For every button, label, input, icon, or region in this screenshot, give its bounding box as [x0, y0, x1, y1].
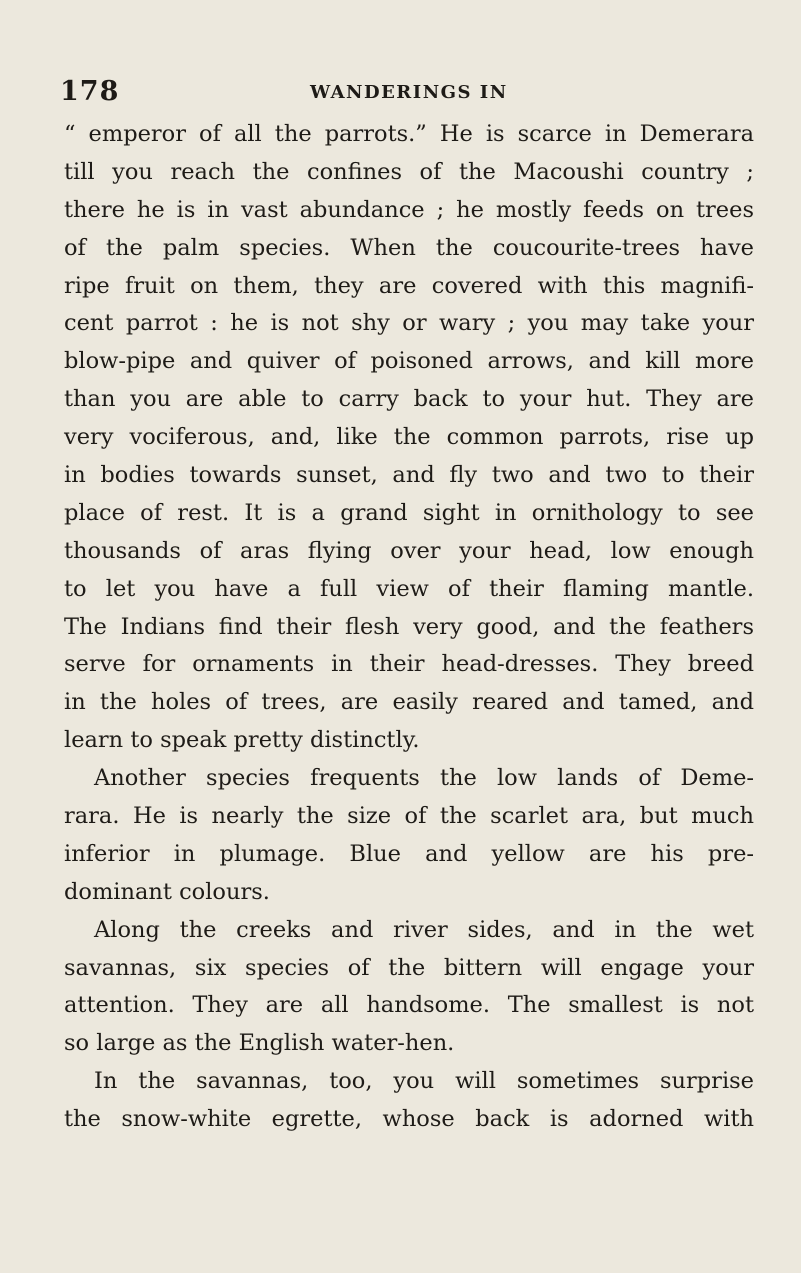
- text-line: in bodies towards sunset, and fly two and two to their: [64, 462, 754, 489]
- text-line: of the palm species. When the coucourite-trees have: [64, 234, 754, 261]
- text-line: dominant colours.: [64, 878, 270, 905]
- body-text: [64, 116, 754, 1139]
- text-line: the snow-white egrette, whose back is adorned with: [64, 1106, 754, 1133]
- text-line: inferior in plumage. Blue and yellow are his pre-: [64, 840, 754, 867]
- text-line: than you are able to carry back to your hut. They are: [64, 386, 754, 413]
- text-line: so large as the English water-hen.: [64, 1030, 455, 1057]
- text-line: very vociferous, and, like the common parrots, rise up: [64, 424, 754, 451]
- text-line: there he is in vast abundance ; he mostly feeds on trees: [64, 196, 754, 223]
- text-line: ripe fruit on them, they are covered with this magnifi-: [64, 272, 754, 299]
- text-line: Along the creeks and river sides, and in the wet: [94, 916, 754, 943]
- text-line: The Indians find their flesh very good, and the feathers: [64, 613, 754, 640]
- text-line: In the savannas, too, you will sometimes surprise: [94, 1068, 754, 1095]
- text-line: rara. He is nearly the size of the scarlet ara, but much: [64, 803, 754, 830]
- text-line: blow-pipe and quiver of poisoned arrows, and kill more: [64, 348, 754, 375]
- text-line: to let you have a full view of their flaming mantle.: [64, 575, 754, 602]
- text-line: attention. They are all handsome. The smallest is not: [64, 992, 754, 1019]
- text-line: in the holes of trees, are easily reared and tamed, and: [64, 689, 754, 716]
- text-line: “ emperor of all the parrots.” He is scarce in Demerara: [64, 121, 754, 147]
- text-line: place of rest. It is a grand sight in ornithology to see: [64, 499, 754, 526]
- text-line: learn to speak pretty distinctly.: [64, 727, 420, 754]
- text-line: till you reach the confines of the Macoushi country ;: [64, 158, 754, 185]
- page-number: 178: [60, 76, 120, 107]
- text-line: thousands of aras flying over your head, low enough: [64, 537, 754, 564]
- text-line: cent parrot : he is not shy or wary ; you may take your: [64, 310, 754, 337]
- text-line: serve for ornaments in their head-dresses. They breed: [64, 651, 754, 678]
- text-line: Another species frequents the low lands of Deme-: [94, 765, 754, 792]
- running-title: WANDERINGS IN: [310, 82, 508, 103]
- page-header: [0, 74, 801, 114]
- text-line: savannas, six species of the bittern will engage your: [64, 954, 754, 981]
